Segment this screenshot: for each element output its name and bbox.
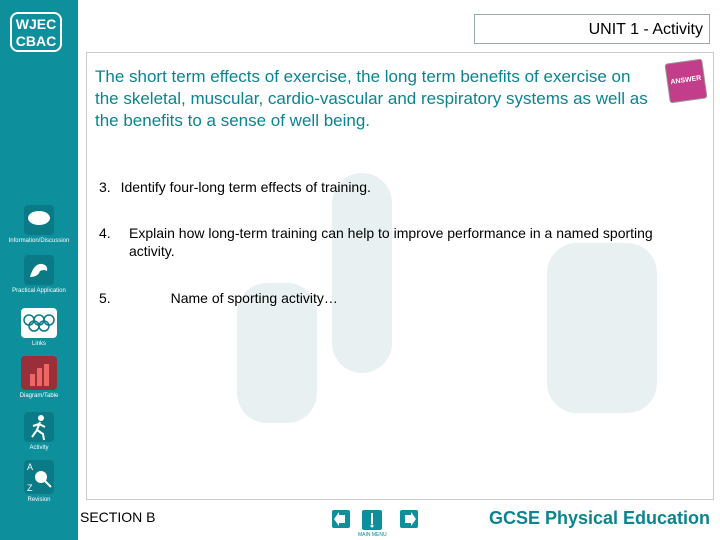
- forward-arrow-icon[interactable]: [400, 510, 418, 528]
- svg-text:A: A: [27, 462, 34, 472]
- question-5: [99, 289, 338, 307]
- section-label: SECTION B: [80, 509, 156, 525]
- a-to-z-magnifier-icon: [24, 460, 54, 494]
- olympic-rings-icon: [21, 308, 57, 338]
- unit-title-box: [474, 14, 710, 44]
- bar-chart-icon: [21, 356, 57, 390]
- sidebar: [0, 0, 78, 540]
- main-menu-icon[interactable]: [362, 510, 382, 530]
- sidebar-item-label: Revision: [27, 497, 51, 503]
- speech-bubble-icon: [24, 205, 54, 235]
- running-figure-icon: [24, 412, 54, 442]
- unit-title: UNIT 1 - Activity: [588, 21, 703, 38]
- question-number: 3.: [99, 179, 111, 195]
- sidebar-item-label: Information/Discussion: [8, 238, 70, 244]
- question-text: Identify four-long term effects of training.: [120, 179, 371, 195]
- background-figure: [332, 173, 392, 373]
- main-menu-label[interactable]: MAIN MENU: [358, 532, 387, 538]
- question-number: 4.: [99, 225, 111, 241]
- content-panel: [86, 52, 714, 500]
- brand-title: GCSE Physical Education: [488, 508, 710, 528]
- sidebar-item-activity[interactable]: [0, 412, 78, 452]
- sidebar-item-label: Activity: [29, 445, 49, 451]
- wjec-cbac-logo: [10, 12, 62, 52]
- muscle-arm-icon: [24, 255, 54, 285]
- question-number: 5.: [99, 290, 111, 306]
- back-arrow-icon[interactable]: [332, 510, 350, 528]
- footer: [0, 500, 720, 540]
- sidebar-item-information[interactable]: [0, 205, 78, 245]
- sidebar-item-label: Practical Application: [12, 288, 66, 294]
- logo-line-1: WJEC: [15, 16, 57, 32]
- logo-line-2: CBAC: [15, 33, 57, 49]
- background-figure: [547, 243, 657, 413]
- sidebar-item-label: Links: [31, 341, 46, 347]
- sidebar-item-links[interactable]: [0, 308, 78, 348]
- sidebar-item-practical[interactable]: [0, 255, 78, 295]
- question-4: [99, 224, 689, 260]
- question-3: [99, 178, 371, 196]
- answer-badge[interactable]: ANSWER: [664, 59, 707, 104]
- sidebar-item-label: Diagram/Table: [19, 393, 59, 399]
- page-title: The short term effects of exercise, the long term benefits of exercise on the skeletal, muscular, cardio-vascular and respiratory systems as well as the benefits to a sense of well being.: [95, 67, 648, 130]
- sidebar-item-revision[interactable]: [0, 460, 78, 504]
- sidebar-item-diagram[interactable]: [0, 356, 78, 400]
- question-text: Explain how long-term training can help to improve performance in a named sporting activity.: [129, 225, 653, 259]
- question-text: Name of sporting activity…: [170, 290, 338, 306]
- svg-text:Z: Z: [27, 483, 33, 493]
